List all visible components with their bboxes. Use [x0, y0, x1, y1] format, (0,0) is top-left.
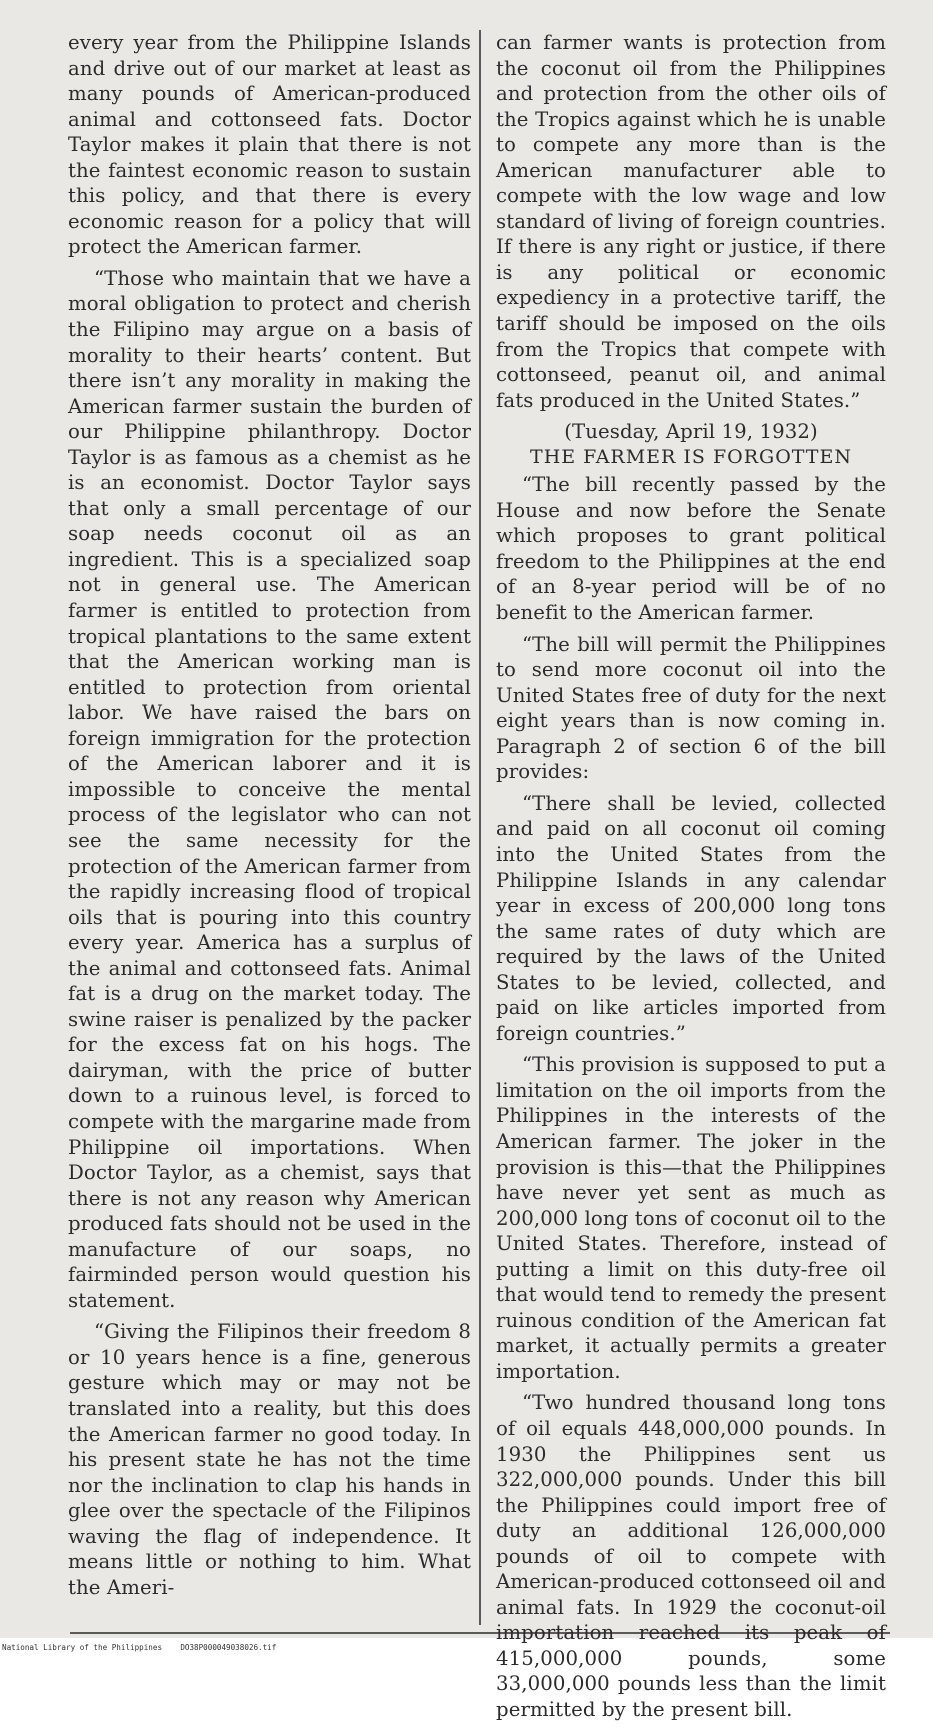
right-paragraph-3: “The bill will permit the Philippines to send more coconut oil into the United States free of duty for the next eight years than is now coming in. Paragraph 2 of section 6 of the bill provides: — [496, 632, 886, 784]
footer-filename: DO38P000049038026.tif — [180, 1643, 277, 1652]
right-paragraph-5: “This provision is supposed to put a limitation on the oil imports from the Philippines in the interests of the American farmer. The joker in the provision is this—that the Philippines have never yet sent as much as 200,000 long tons of coconut oil to the United States. Therefore, instead of putting a limit on this duty-free oil that would tend to remedy the present ruinous condition of the American fat market, it actually permits a greater importation. — [496, 1053, 886, 1383]
dateline: (Tuesday, April 19, 1932) — [564, 420, 818, 444]
left-paragraph-2: “Those who maintain that we have a moral obligation to protect and cherish the Filipino may argue on a basis of morality to their hearts’ content. But there isn’t any morality in making the American farmer sustain the burden of our Philippine philanthropy. Doctor Taylor is as famous as a chemist as he is an economist. Doctor Taylor says that only a small percentage of our soap needs coconut oil as an ingredient. This is a specialized soap not in general use. The American farmer is entitled to protection from tropical plantations to the same extent that the American working man is entitled to protection from oriental labor. We have raised the bars on foreign immigration for the protection of the American laborer and it is impossible to conceive the mental process of the legislator who can not see the same necessity for the protection of the American farmer from the rapidly increasing flood of tropical oils that is pouring into this country every year. America has a surplus of the animal and cottonseed fats. Animal fat is a drug on the market today. The swine raiser is penalized by the packer for the excess fat on his hogs. The dairyman, with the price of butter down to a ruinous level, is forced to compete with the margarine made from Philippine oil importations. When Doctor Taylor, as a chemist, says that there is not any reason why American produced fats should not be used in the manufacture of our soaps, no fairminded person would question his statement. — [68, 266, 471, 1312]
right-paragraph-4: “There shall be levied, collected and paid on all coconut oil coming into the United States from the Philippine Islands in any calendar year in excess of 200,000 long tons the same rates of duty which are required by the laws of the United States to be levied, collected, and paid on like articles imported from foreign countries.” — [496, 791, 886, 1045]
right-column — [490, 14, 890, 1729]
column-divider — [479, 30, 481, 1625]
headline: THE FARMER IS FORGOTTEN — [530, 445, 852, 468]
footer-source: National Library of the Philippines — [2, 1643, 163, 1652]
left-paragraph-3: “Giving the Filipinos their freedom 8 or 10 years hence is a fine, generous gesture which may or may not be translated into a reality, but this does the American farmer no good today. In his present state he has not the time nor the inclination to clap his hands in glee over the spectacle of the Filipinos waving the flag of independence. It means little or nothing to him. What the Ameri- — [68, 1320, 471, 1599]
right-paragraph-2: “The bill recently passed by the House and now before the Senate which proposes to grant political freedom to the Philippines at the end of an 8-year period will be of no benefit to the American farmer. — [496, 473, 886, 625]
right-paragraph-1: can farmer wants is protection from the coconut oil from the Philippines and protection from the other oils of the Tropics against which he is unable to compete any more than is the American manufacturer able to compete with the low wage and low standard of living of foreign countries. If there is any right or justice, if there is any political or economic expediency in a protective tariff, the tariff should be imposed on the oils from the Tropics that compete with cottonseed, peanut oil, and animal fats produced in the United States.” — [496, 31, 886, 412]
left-paragraph-1: every year from the Philippine Islands and drive out of our market at least as many pounds of American-produced animal and cottonseed fats. Doctor Taylor makes it plain that there is not the faintest economic reason to sustain this policy, and that there is every economic reason for a policy that will protect the American farmer. — [68, 31, 471, 259]
right-paragraph-6: “Two hundred thousand long tons of oil equals 448,000,000 pounds. In 1930 the Philippines sent us 322,000,000 pounds. Under this bill the Philippines could import free of duty an additional 126,000,000 pounds of oil to compete with American-produced cottonseed oil and animal fats. In 1929 the coconut-oil importation reached its peak of 415,000,000 pounds, some 33,000,000 pounds less than the limit permitted by the present bill. — [496, 1391, 886, 1721]
scan-footer — [2, 1643, 276, 1652]
left-column — [63, 14, 473, 1606]
